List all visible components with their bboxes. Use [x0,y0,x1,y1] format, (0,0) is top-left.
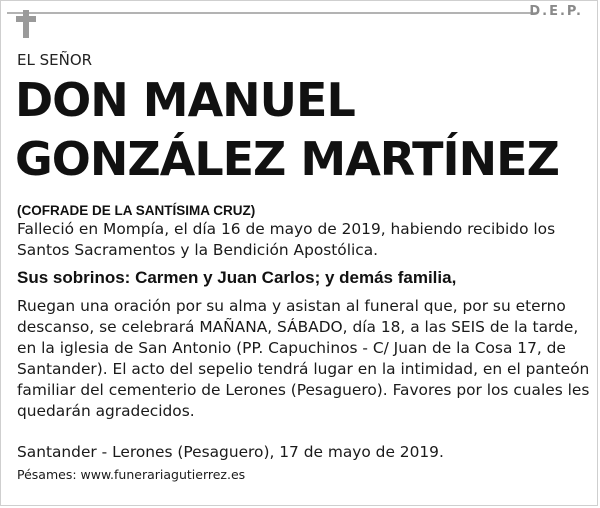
title-prefix: EL SEÑOR [17,51,93,69]
top-rule [7,12,537,14]
condolences-link[interactable]: Pésames: www.funerariagutierrez.es [17,467,246,482]
cross-icon [16,10,36,38]
name-line-1: DON MANUEL [15,73,355,127]
family-line: Sus sobrinos: Carmen y Juan Carlos; y demás familia, [17,268,457,287]
place-date: Santander - Lerones (Pesaguero), 17 de mayo de 2019. [17,443,444,461]
death-notice: Falleció en Mompía, el día 16 de mayo de 2019, habiendo recibido los Santos Sacramentos y la Bendición Apostólica. [17,220,556,259]
deceased-name [15,71,595,189]
dep-label: D.E.P. [529,4,583,19]
affiliation: (COFRADE DE LA SANTÍSIMA CRUZ) [17,203,256,218]
name-line-2: GONZÁLEZ MARTÍNEZ [15,132,559,186]
funeral-text: Ruegan una oración por su alma y asistan al funeral que, por su eterno descanso, se celebrará MAÑANA, SÁBADO, día 18, a las SEIS de la tarde, en la iglesia de San Antonio (PP. Capuchinos - C/ Juan de la Cosa 17, de Santander). El acto del sepelio tendrá lugar en la intimidad, en el panteón familiar del cementerio de Lerones (Pesaguero). Favores por los cuales les quedarán agradecidos. [17,297,590,420]
